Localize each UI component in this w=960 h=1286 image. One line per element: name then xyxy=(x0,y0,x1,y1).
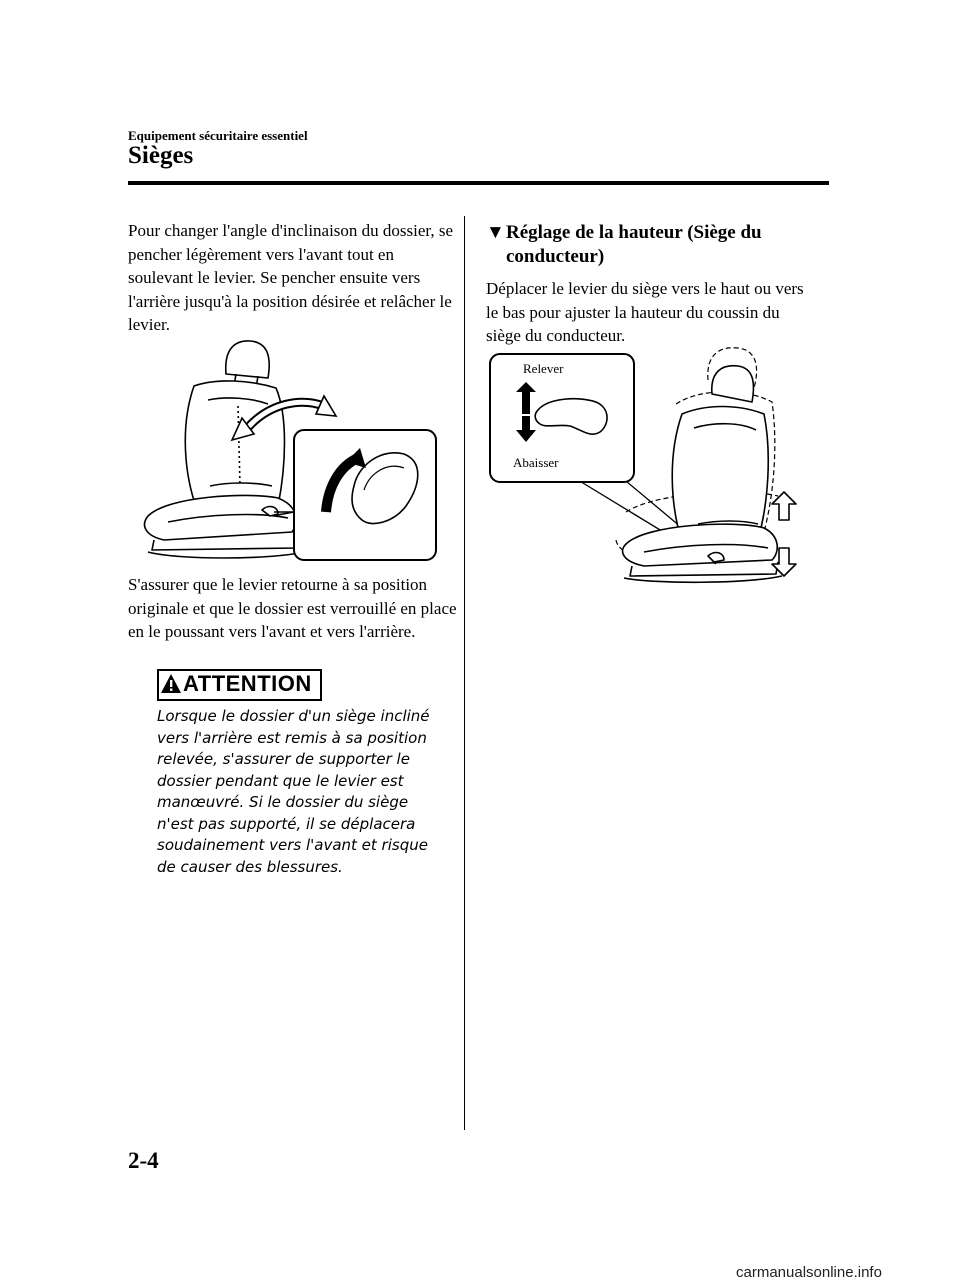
heading-line-2: conducteur) xyxy=(506,246,605,267)
triangle-bullet-icon: ▼ xyxy=(486,222,505,243)
heading-line-1: Réglage de la hauteur (Siège du xyxy=(506,222,762,243)
recline-instructions: Pour changer l'angle d'inclinaison du dossier, se pencher légèrement vers l'avant tout en soulevant le levier. Se pencher ensuite vers l'arrière jusqu'à la position désirée et relâcher le levier. xyxy=(128,221,454,334)
height-adjust-instructions: Déplacer le levier du siège vers le haut ou vers le bas pour ajuster la hauteur du coussin du siège du conducteur. xyxy=(486,279,804,345)
column-divider xyxy=(464,216,465,1130)
title-rule xyxy=(128,181,829,185)
page-number: 2-4 xyxy=(128,1148,159,1173)
warning-triangle-icon xyxy=(160,673,182,695)
watermark: carmanualsonline.info xyxy=(736,1264,882,1281)
section-label: Equipement sécuritaire essentiel xyxy=(128,128,308,143)
attention-label: ATTENTION xyxy=(183,671,312,696)
height-adjust-heading xyxy=(486,221,806,269)
raise-label: Relever xyxy=(523,361,564,376)
page-title: Sièges xyxy=(128,142,194,169)
lever-return-instructions: S'assurer que le levier retourne à sa position originale et que le dossier est verrouillé en place en le poussant vers l'avant et vers l'arrière. xyxy=(128,575,457,641)
lower-label: Abaisser xyxy=(513,455,559,470)
attention-text: Lorsque le dossier d'un siège incliné vers l'arrière est remis à sa position relevée, s'assurer de supporter le dossier pendant que le levier est manœuvré. Si le dossier du siège n'est pas supporté, il se déplacera soudainement vers l'avant et risque de causer des blessures. xyxy=(157,707,430,876)
seat-recline-illustration xyxy=(128,336,440,566)
